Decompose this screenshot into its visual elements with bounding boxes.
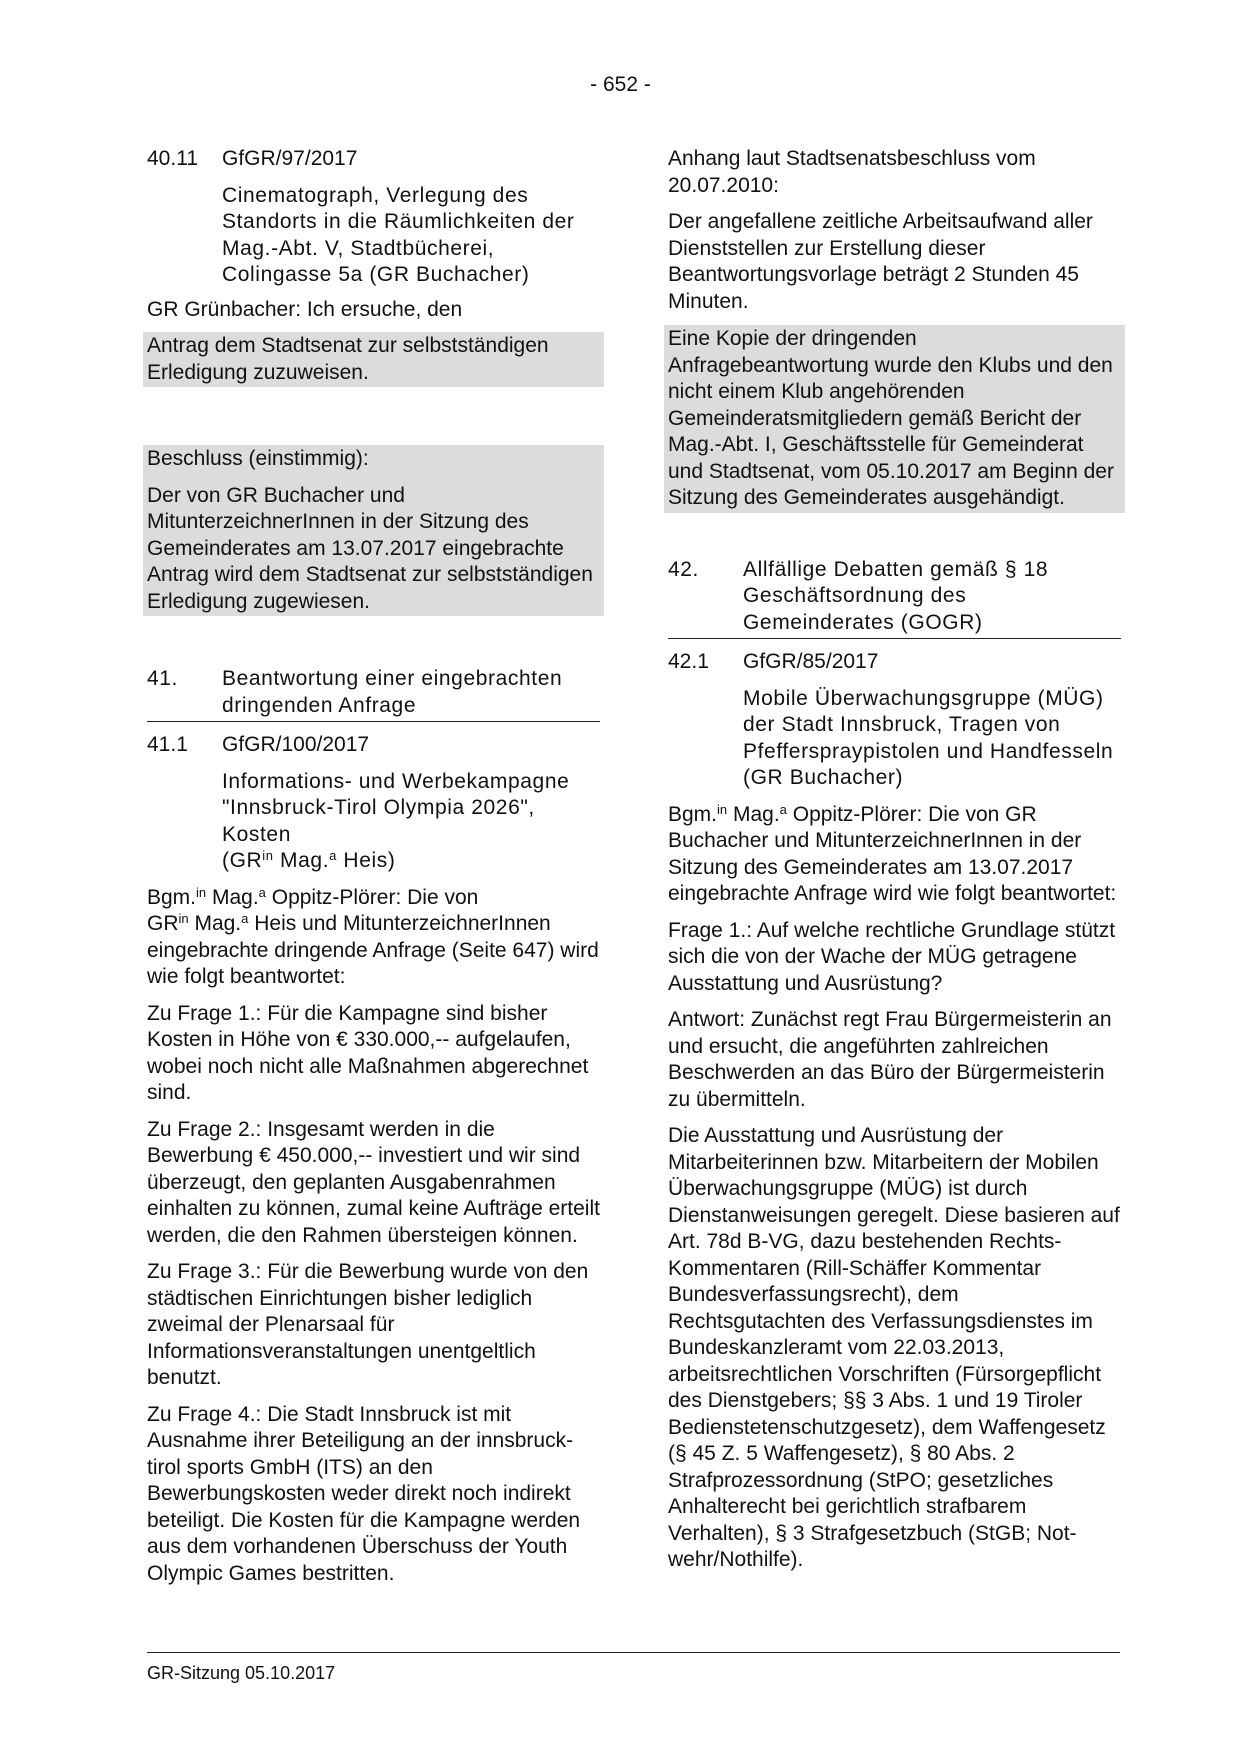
item-code: GfGR/97/2017	[222, 147, 358, 170]
item-number: 41.	[147, 667, 178, 690]
item-number: 41.1	[147, 733, 188, 756]
antrag-highlight	[143, 332, 604, 387]
beschluss-highlight	[143, 445, 604, 616]
kopie-text: Eine Kopie der dringenden Anfragebeantwortung wurde den Klubs und den nicht einem Klub angehörenden Gemeinderatsmitgliedern gemäß Bericht der Mag.-Abt. I, Geschäftsstelle für Gemeinderat und Stadtsenat, vom 05.10.2017 am Beginn der Sitzung des Gemeinderates ausgehändigt.	[668, 327, 1114, 509]
item-40-11-header	[147, 146, 600, 173]
item-title: Allfällige Debatten gemäß § 18 Geschäftsordnung des Gemeinderates (GOGR)	[743, 557, 1049, 634]
item-number: 42.1	[668, 650, 709, 673]
item-code: GfGR/85/2017	[743, 650, 879, 673]
item-41-1-subject: Informations- und Werbekampagne "Innsbruck-Tirol Olympia 2026", Kosten ($GR^{in}$ Mag.$^a$ Heis)	[222, 769, 570, 872]
left-column	[147, 146, 600, 1597]
frage-2-paragraph: Zu Frage 2.: Insgesamt werden in die Bewerbung € 450.000,-- investiert und wir sind überzeugt, den geplanten Ausgabenrahmen einhalten zu können, zumal keine Aufträge erteilt werden, die den Rahmen übersteigen können.	[147, 1117, 600, 1247]
item-code: GfGR/100/2017	[222, 733, 370, 756]
frage-3-paragraph: Zu Frage 3.: Für die Bewerbung wurde von den städtischen Einrichtungen bisher lediglich zweimal der Plenarsaal für Informationsveranstaltungen unentgeltlich benutzt.	[147, 1260, 589, 1389]
footer-divider	[147, 1652, 1120, 1653]
anhang-paragraph: Anhang laut Stadtsenatsbeschluss vom 20.07.2010:	[668, 147, 1036, 197]
right-column	[668, 146, 1121, 1584]
item-40-11-subject: Cinematograph, Verlegung des Standorts in die Räumlichkeiten der Mag.-Abt. V, Stadtbücherei, Colingasse 5a (GR Buchacher)	[222, 183, 575, 286]
antrag-text: Antrag dem Stadtsenat zur selbstständigen Erledigung zuzuweisen.	[147, 334, 549, 384]
beschluss-title: Beschluss (einstimmig):	[147, 447, 369, 470]
item-41-1-header	[147, 732, 600, 759]
antwort-paragraph: Antwort: Zunächst regt Frau Bürgermeisterin an und ersucht, die angeführten zahlreichen Beschwerden an das Büro der Bürgermeisterin zu übermitteln.	[668, 1008, 1112, 1111]
item-number: 42.	[668, 557, 699, 581]
kopie-highlight	[664, 325, 1125, 513]
item-42-1-header	[668, 649, 1121, 676]
beschluss-text: Der von GR Buchacher und MitunterzeichnerInnen in der Sitzung des Gemeinderates am 13.07.2017 eingebrachte Antrag wird dem Stadtsenat zur selbstständigen Erledigung zugewiesen.	[147, 483, 593, 613]
aufwand-paragraph: Der angefallene zeitliche Arbeitsaufwand aller Dienststellen zur Erstellung dieser Beantwortungsvorlage beträgt 2 Stunden 45 Minuten.	[668, 210, 1093, 313]
item-number: 40.11	[147, 147, 198, 170]
item-41-heading	[147, 666, 600, 722]
frage-1-paragraph: Zu Frage 1.: Für die Kampagne sind bisher Kosten in Höhe von € 330.000,-- aufgelaufen, wobei noch nicht alle Maßnahmen abgerechnet sind.	[147, 1001, 589, 1104]
footer-text: GR-Sitzung 05.10.2017	[147, 1663, 336, 1683]
ausstattung-paragraph: Die Ausstattung und Ausrüstung der Mitarbeiterinnen bzw. Mitarbeitern der Mobilen Überwachungsgruppe (MÜG) ist durch Dienstanweisungen geregelt. Diese basieren auf Art. 78d B-VG, dazu bestehenden Rechts-Kommentaren (Rill-Schäffer Kommentar Bundesverfassungsrecht), dem Rechtsgutachten des Verfassungsdienstes im Bundeskanzleramt vom 22.03.2013, arbeitsrechtlichen Vorschriften (Fürsorgepflicht des Dienstgebers; §§ 3 Abs. 1 und 19 Tiroler Bedienstetenschutzgesetz), dem Waffengesetz (§ 45 Z. 5 Waffengesetz), § 80 Abs. 2 Strafprozessordnung (StPO; gesetzliches Anhalterecht bei gerichtlich strafbarem Verhalten), § 3 Strafgesetzbuch (StGB; Not-wehr/Nothilfe).	[668, 1124, 1120, 1571]
page-number: - 652 -	[590, 73, 651, 96]
bgm-intro-paragraph: Bgm.$^{in}$ Mag.$^a$ Oppitz-Plörer: Die von $GR^{in}$ Mag.$^a$ Heis und MitunterzeichnerInnen eingebrachte dringende Anfrage (Seite 647) wird wie folgt beantwortet:	[147, 884, 599, 988]
frage-1-paragraph: Frage 1.: Auf welche rechtliche Grundlage stützt sich die von der Wache der MÜG getragene Ausstattung und Ausrüstung?	[668, 918, 1116, 995]
frage-4-paragraph: Zu Frage 4.: Die Stadt Innsbruck ist mit Ausnahme ihrer Beteiligung an der innsbruck-tirol sports GmbH (ITS) an den Bewerbungskosten weder direkt noch indirekt beteiligt. Die Kosten für die Kampagne werden aus dem vorhandenen Überschuss der Youth Olympic Games bestritten.	[147, 1402, 581, 1585]
gr-gruenbacher-line: GR Grünbacher: Ich ersuche, den	[147, 297, 463, 321]
item-42-1-subject: Mobile Überwachungsgruppe (MÜG) der Stadt Innsbruck, Tragen von Pfefferspraypistolen und Handfesseln (GR Buchacher)	[743, 686, 1114, 789]
item-title: Beantwortung einer eingebrachten dringenden Anfrage	[222, 667, 563, 717]
bgm-intro-paragraph: Bgm.$^{in}$ Mag.$^a$ Oppitz-Plörer: Die von GR Buchacher und MitunterzeichnerInnen in der Sitzung des Gemeinderates am 13.07.2017 eingebrachte Anfrage wird wie folgt beantwortet:	[668, 801, 1117, 905]
item-42-heading	[668, 557, 1121, 640]
